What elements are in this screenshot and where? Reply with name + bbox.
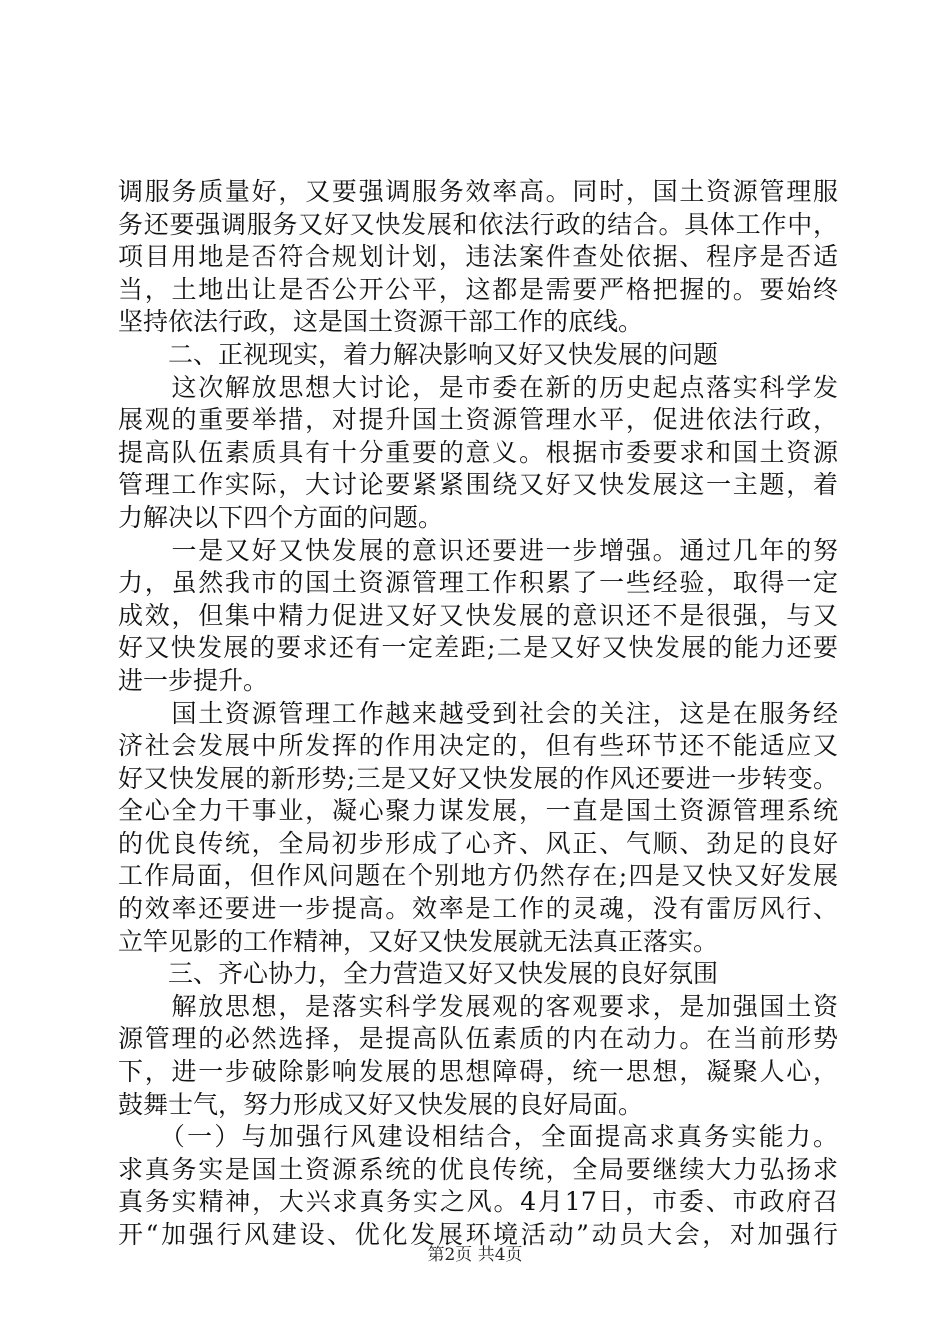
text-line: 二、正视现实，着力解决影响又好又快发展的问题 xyxy=(118,339,719,369)
text-line: 解放思想，是落实科学发展观的客观要求，是加强国土资 xyxy=(118,991,838,1021)
text-line: 力解决以下四个方面的问题。 xyxy=(118,502,444,532)
text-line: 务还要强调服务又好又快发展和依法行政的结合。具体工作中， xyxy=(118,209,838,239)
text-line: 工作局面，但作风问题在个别地方仍然存在;四是又快又好发展 xyxy=(118,861,838,891)
text-line: 的优良传统，全局初步形成了心齐、风正、气顺、劲足的良好 xyxy=(118,828,838,858)
text-line: 坚持依法行政，这是国土资源干部工作的底线。 xyxy=(118,307,644,337)
text-line: 成效，但集中精力促进又好又快发展的意识还不是很强，与又 xyxy=(118,600,838,630)
text-line: 求真务实是国土资源系统的优良传统，全局要继续大力弘扬求 xyxy=(118,1154,838,1184)
text-line: 项目用地是否符合规划计划，违法案件查处依据、程序是否适 xyxy=(118,242,838,272)
text-line: 全心全力干事业，凝心聚力谋发展，一直是国土资源管理系统 xyxy=(118,796,838,826)
text-line: 进一步提升。 xyxy=(118,665,269,695)
text-line: 的效率还要进一步提高。效率是工作的灵魂，没有雷厉风行、 xyxy=(118,894,838,924)
text-line: 国土资源管理工作越来越受到社会的关注，这是在服务经 xyxy=(118,698,838,728)
text-line: 提高队伍素质具有十分重要的意义。根据市委要求和国土资源 xyxy=(118,437,838,467)
document-body xyxy=(118,176,838,1252)
text-line: 好又快发展的新形势;三是又好又快发展的作风还要进一步转变。 xyxy=(118,763,838,793)
page-footer: 第2页 共4页 xyxy=(427,1245,523,1265)
text-line: 当，土地出让是否公开公平，这都是需要严格把握的。要始终 xyxy=(118,274,838,304)
text-line: 展观的重要举措，对提升国土资源管理水平，促进依法行政， xyxy=(118,405,838,435)
text-line: 三、齐心协力，全力营造又好又快发展的良好氛围 xyxy=(118,959,719,989)
text-line: 调服务质量好，又要强调服务效率高。同时，国土资源管理服 xyxy=(118,177,838,206)
text-line: 这次解放思想大讨论，是市委在新的历史起点落实科学发 xyxy=(118,372,838,402)
text-line: 管理工作实际，大讨论要紧紧围绕又好又快发展这一主题，着 xyxy=(118,470,838,500)
text-line: 真务实精神，大兴求真务实之风。4月17日，市委、市政府召 xyxy=(118,1187,838,1217)
text-line: 下，进一步破除影响发展的思想障碍，统一思想，凝聚人心， xyxy=(118,1057,838,1087)
text-line: 立竿见影的工作精神，又好又快发展就无法真正落实。 xyxy=(118,926,719,956)
text-line: 好又快发展的要求还有一定差距;二是又好又快发展的能力还要 xyxy=(118,633,838,663)
text-line: 开“加强行风建设、优化发展环境活动”动员大会，对加强行 xyxy=(118,1220,838,1249)
text-line: 一是又好又快发展的意识还要进一步增强。通过几年的努 xyxy=(118,535,838,565)
text-line: 源管理的必然选择，是提高队伍素质的内在动力。在当前形势 xyxy=(118,1024,838,1054)
text-line: 济社会发展中所发挥的作用决定的，但有些环节还不能适应又 xyxy=(118,731,838,761)
text-line: （一）与加强行风建设相结合，全面提高求真务实能力。 xyxy=(118,1122,838,1152)
text-line: 鼓舞士气，努力形成又好又快发展的良好局面。 xyxy=(118,1089,644,1119)
text-line: 力，虽然我市的国土资源管理工作积累了一些经验，取得一定 xyxy=(118,568,838,598)
